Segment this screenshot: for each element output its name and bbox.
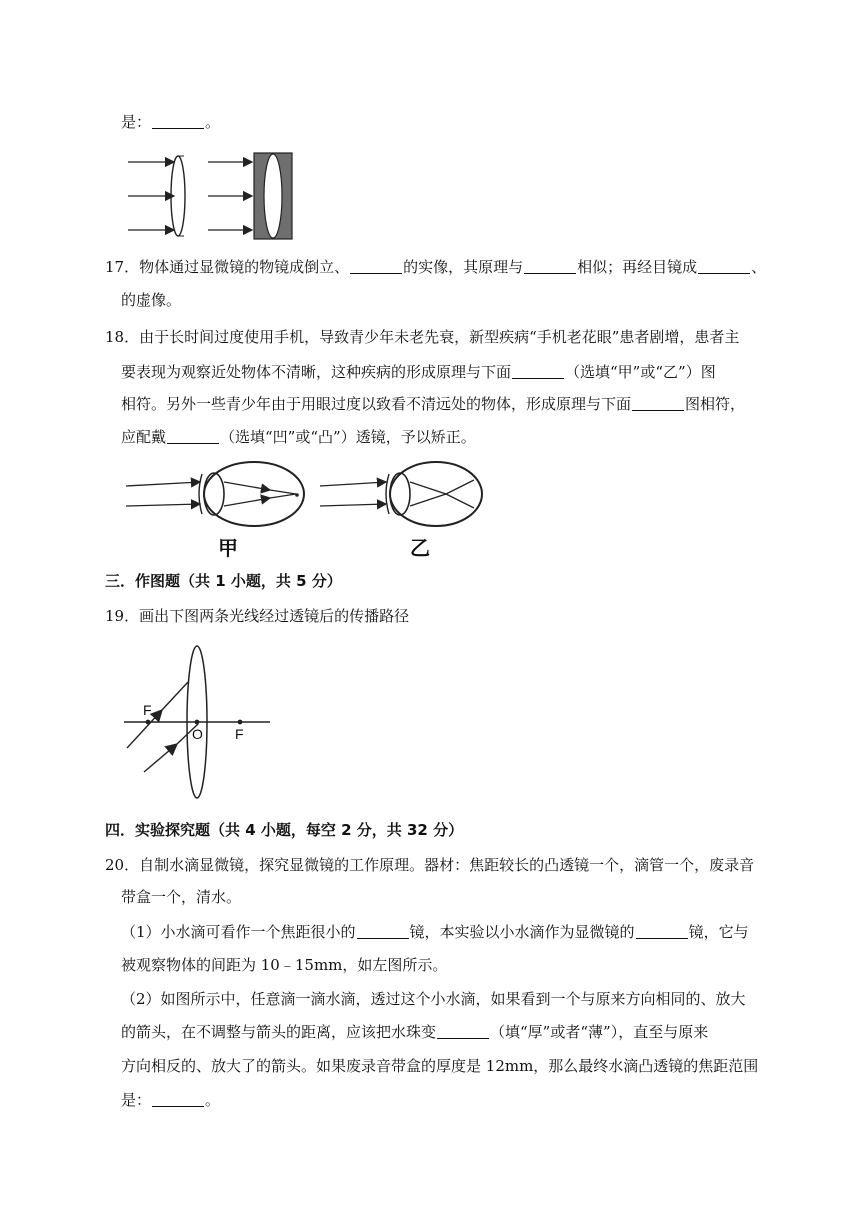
optical-center	[195, 720, 200, 725]
answer-blank[interactable]	[698, 258, 750, 274]
section-3-title: 三．作图题（共 1 小题，共 5 分）	[105, 572, 342, 590]
answer-blank[interactable]	[632, 395, 684, 411]
q19-text: 19．画出下图两条光线经过透镜后的传播路径	[105, 607, 410, 625]
section-4-title: 四．实验探究题（共 4 小题，每空 2 分，共 32 分）	[105, 821, 464, 839]
answer-blank[interactable]	[636, 923, 688, 939]
answer-blank[interactable]	[437, 1023, 489, 1039]
q20-part2-line-3: 方向相反的、放大了的箭头。如果废录音带盒的厚度是 12mm，那么最终水滴凸透镜的焦距范围	[121, 1057, 759, 1075]
label-yi: 乙	[410, 536, 430, 560]
answer-blank[interactable]	[152, 113, 204, 129]
q18-line-3: 相符。另外一些青少年由于用眼过度以致看不清远处的物体，形成原理与下面 图相符，	[121, 395, 746, 413]
q17-line-2: 的虚像。	[121, 291, 182, 309]
answer-blank[interactable]	[350, 258, 402, 274]
right-lens-diagram	[208, 153, 292, 239]
answer-blank[interactable]	[512, 363, 564, 379]
q17-line-1: 17．物体通过显微镜的物镜成倒立、 的实像，其原理与 相似；再经目镜成 、	[105, 258, 767, 276]
label-f-right: F	[235, 726, 244, 742]
q16-answer-line: 是： 。	[121, 113, 221, 131]
q20-part1-line-2: 被观察物体的间距为 10﹣15mm，如左图所示。	[121, 956, 448, 974]
eye-yi-diagram	[320, 462, 482, 526]
eye-jia-diagram	[126, 462, 304, 526]
incident-ray-2	[144, 744, 177, 772]
q20-part2-line-4: 是： 。	[121, 1091, 221, 1109]
q20-part1-line-1: （1）小水滴可看作一个焦距很小的 镜，本实验以小水滴作为显微镜的 镜，它与	[121, 923, 749, 941]
q20-part2-line-1: （2）如图所示中，任意滴一滴水滴，透过这个小水滴，如果看到一个与原来方向相同的、放大	[121, 990, 746, 1008]
q20-line-1: 20．自制水滴显微镜，探究显微镜的工作原理。器材：焦距较长的凸透镜一个，滴管一个，废录音	[105, 856, 755, 874]
answer-blank[interactable]	[167, 428, 219, 444]
q18-line-2: 要表现为观察近处物体不清晰，这种疾病的形成原理与下面 （选填“甲”或“乙”）图	[121, 363, 716, 381]
q16-lens-figure	[122, 150, 302, 240]
answer-blank[interactable]	[524, 258, 576, 274]
incident-ray-1-ext	[162, 682, 188, 710]
q18-eye-figure	[120, 460, 490, 560]
label-jia: 甲	[218, 536, 238, 560]
answer-blank[interactable]	[357, 923, 409, 939]
label-f-left: F	[143, 702, 152, 718]
q18-line-1: 18．由于长时间过度使用手机，导致青少年未老先衰，新型疾病“手机老花眼”患者剧增，患者主	[105, 328, 740, 346]
q20-line-2: 带盒一个，清水。	[121, 888, 242, 906]
answer-blank[interactable]	[152, 1091, 204, 1107]
q18-line-4: 应配戴 （选填“凹”或“凸”）透镜，予以矫正。	[121, 428, 476, 446]
label-o: O	[192, 726, 203, 742]
focal-point-right	[238, 720, 243, 725]
left-lens-diagram	[128, 156, 185, 236]
q20-part2-line-2: 的箭头，在不调整与箭头的距离，应该把水珠变 （填“厚”或者“薄”），直至与原来	[121, 1023, 709, 1041]
q19-lens-figure[interactable]	[122, 640, 274, 804]
